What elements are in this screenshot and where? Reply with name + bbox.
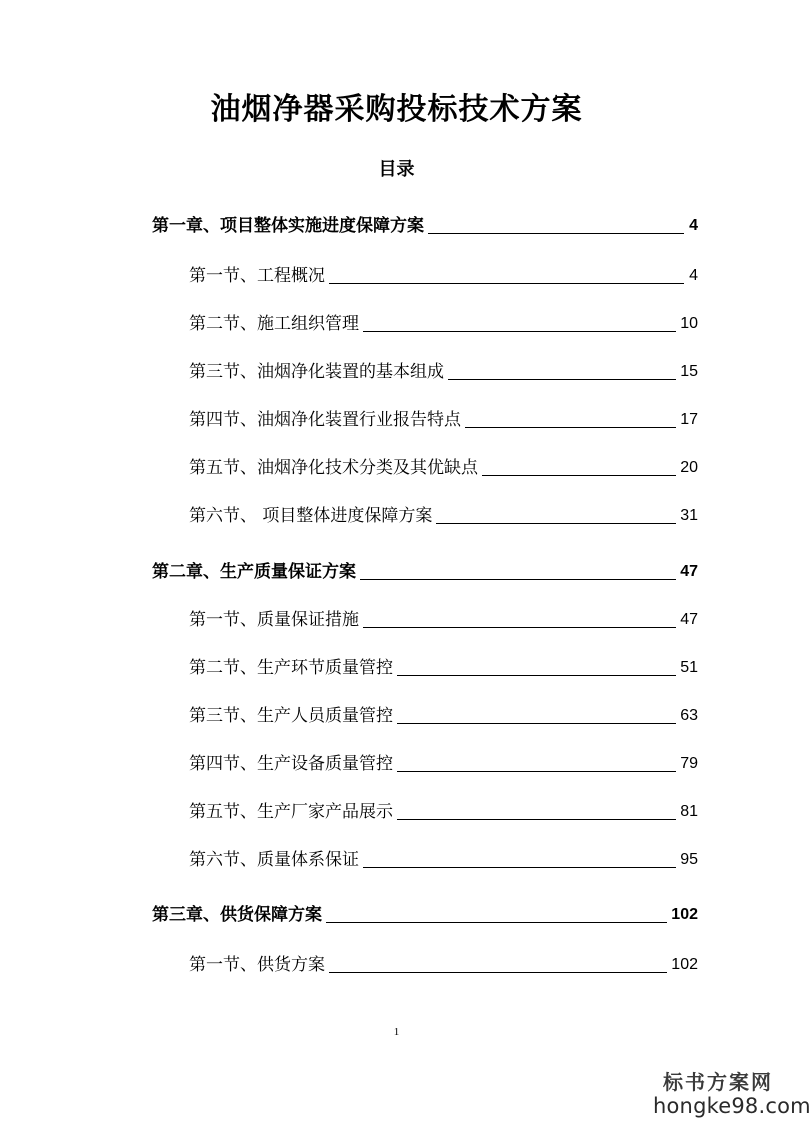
toc-entry-title: 第三章、供货保障方案 — [152, 905, 322, 925]
toc-entry-title: 第二节、生产环节质量管控 — [189, 658, 393, 678]
toc-leader-line — [465, 426, 676, 428]
toc-entry-page: 47 — [680, 563, 698, 580]
toc-entry-title: 第三节、油烟净化装置的基本组成 — [189, 362, 444, 382]
toc-leader-line — [436, 522, 676, 524]
toc-entry-page: 15 — [680, 363, 698, 380]
toc-leader-line — [329, 971, 667, 973]
toc-entry-page: 102 — [671, 906, 698, 923]
document-title: 油烟净器采购投标技术方案 — [210, 92, 583, 127]
toc-entry-title: 第六节、 项目整体进度保障方案 — [189, 506, 433, 526]
toc-entry[interactable] — [189, 261, 698, 287]
toc-leader-line — [482, 474, 676, 476]
toc-entry-page: 10 — [680, 315, 698, 332]
toc-entry-page: 17 — [680, 411, 698, 428]
toc-entry-page: 4 — [689, 217, 698, 234]
toc-entry[interactable] — [189, 797, 698, 823]
toc-entry-title: 第五节、油烟净化技术分类及其优缺点 — [189, 458, 478, 478]
toc-entry[interactable] — [189, 701, 698, 727]
toc-entry-title: 第一章、项目整体实施进度保障方案 — [152, 216, 424, 236]
watermark-url: hongke98.com — [653, 1094, 811, 1118]
toc-entry-page: 31 — [680, 507, 698, 524]
toc-entry-title: 第三节、生产人员质量管控 — [189, 706, 393, 726]
toc-leader-line — [397, 674, 676, 676]
toc-entry-page: 4 — [689, 267, 698, 284]
toc-entry[interactable] — [189, 950, 698, 976]
toc-entry-title: 第六节、质量体系保证 — [189, 850, 359, 870]
toc-entry-page: 95 — [680, 851, 698, 868]
toc-leader-line — [363, 330, 676, 332]
toc-leader-line — [363, 626, 676, 628]
toc-leader-line — [397, 770, 676, 772]
toc-entry[interactable] — [189, 405, 698, 431]
toc-entry-title: 第二章、生产质量保证方案 — [152, 562, 356, 582]
toc-leader-line — [326, 921, 667, 923]
toc-entry[interactable] — [189, 309, 698, 335]
toc-entry-title: 第二节、施工组织管理 — [189, 314, 359, 334]
toc-entry-title: 第四节、油烟净化装置行业报告特点 — [189, 410, 461, 430]
watermark — [653, 1070, 811, 1118]
toc-entry-page: 63 — [680, 707, 698, 724]
toc-entry[interactable] — [152, 211, 698, 237]
toc-leader-line — [360, 578, 676, 580]
toc-entry-title: 第一节、工程概况 — [189, 266, 325, 286]
toc-leader-line — [329, 282, 684, 284]
toc-leader-line — [397, 722, 676, 724]
toc-entry-page: 81 — [680, 803, 698, 820]
toc-entry-title: 第一节、供货方案 — [189, 955, 325, 975]
toc-entry-title: 第五节、生产厂家产品展示 — [189, 802, 393, 822]
toc-entry-page: 51 — [680, 659, 698, 676]
toc-entry-page: 47 — [680, 611, 698, 628]
toc-entry[interactable] — [189, 653, 698, 679]
toc-entry[interactable] — [189, 501, 698, 527]
toc-entry[interactable] — [152, 557, 698, 583]
toc-entry-title: 第四节、生产设备质量管控 — [189, 754, 393, 774]
toc-heading: 目录 — [378, 159, 415, 180]
toc-entry[interactable] — [189, 357, 698, 383]
toc-entry-page: 79 — [680, 755, 698, 772]
toc-leader-line — [448, 378, 676, 380]
toc-entry[interactable] — [189, 845, 698, 871]
toc-entry[interactable] — [189, 749, 698, 775]
toc-leader-line — [397, 818, 676, 820]
toc-entry[interactable] — [189, 453, 698, 479]
toc-entry[interactable] — [189, 605, 698, 631]
toc-entry[interactable] — [152, 900, 698, 926]
watermark-brand-text: 标书方案网 — [663, 1070, 773, 1094]
toc-leader-line — [428, 232, 684, 234]
toc-leader-line — [363, 866, 676, 868]
toc-entry-page: 102 — [671, 956, 698, 973]
toc-entry-title: 第一节、质量保证措施 — [189, 610, 359, 630]
toc-entry-page: 20 — [680, 459, 698, 476]
page-number: 1 — [393, 1026, 400, 1038]
